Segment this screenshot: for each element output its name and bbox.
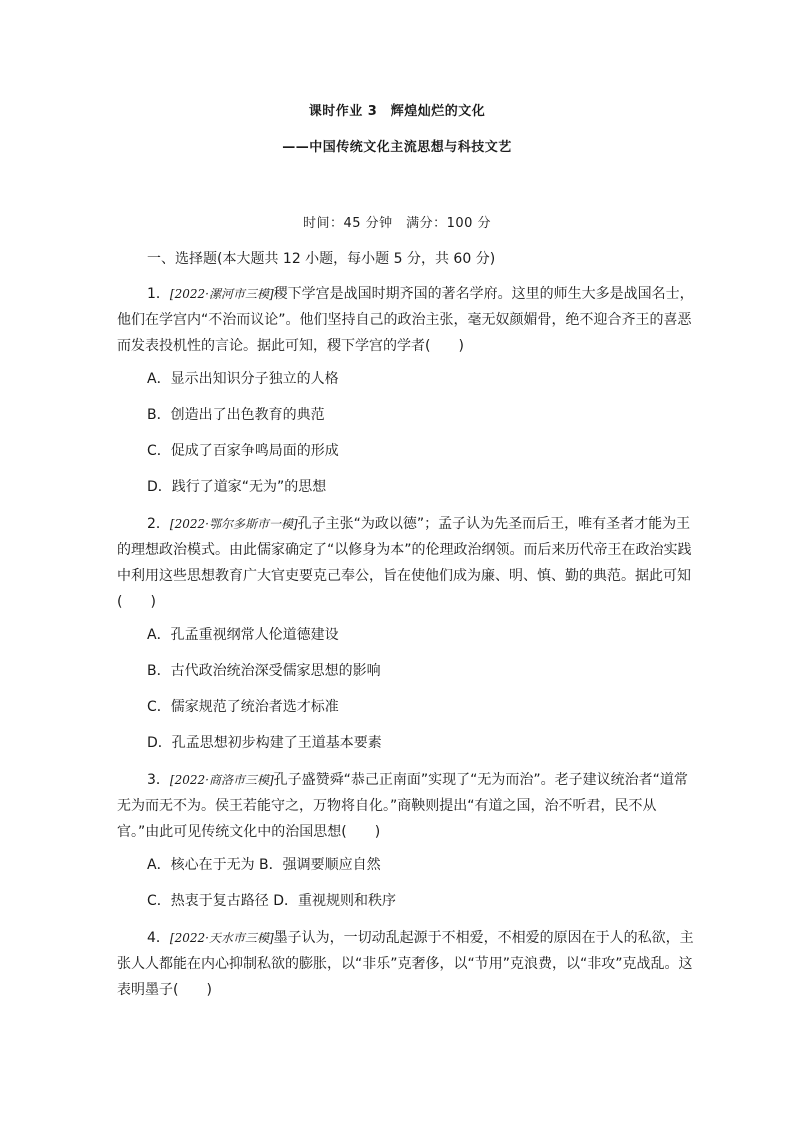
option-1c: C．促成了百家争鸣局面的形成 (147, 443, 339, 459)
question-text: 墨子认为，一切动乱起源于不相爱，不相爱的原因在于人的私欲，主张人人都能在内心抑制私欲的膨胀，以“非乐”克奢侈，以“节用”克浪费，以“非攻”克战乱。这表明墨子( ) (117, 930, 694, 998)
option-1d: D．践行了道家“无为”的思想 (147, 479, 327, 495)
option-1b: B．创造出了出色教育的典范 (147, 407, 325, 423)
question-text: 稷下学宫是战国时期齐国的著名学府。这里的师生大多是战国名士，他们在学宫内“不治而议论”。他们坚持自己的政治主张，毫无奴颜媚骨，绝不迎合齐王的喜恶而发表投机性的言论。据此可知，稷下学宫的学者( ) (117, 286, 694, 354)
question-source: [2022·商洛市三模] (169, 773, 274, 787)
question-text: 孔子盛赞舜“恭己正南面”实现了“无为而治”。老子建议统治者“道常无为而无不为。侯王若能守之，万物将自化。”商鞅则提出“有道之国，治不听君，民不从官。”由此可见传统文化中的治国思想( ) (117, 772, 688, 840)
option-3cd: C．热衷于复古路径 D．重视规则和秩序 (147, 893, 397, 909)
question-stem-3 (117, 767, 697, 845)
option-2d: D．孔孟思想初步构建了王道基本要素 (147, 735, 382, 751)
section-heading: 一、选择题(本大题共 12 小题，每小题 5 分，共 60 分) (147, 251, 496, 267)
option-2c: C．儒家规范了统治者选才标准 (147, 699, 339, 715)
question-content (117, 247, 697, 1011)
question-number: 4． (147, 930, 170, 946)
option-1a: A．显示出知识分子独立的人格 (147, 371, 339, 387)
option-3ab: A．核心在于无为 B．强调要顺应自然 (147, 857, 381, 873)
question-number: 1． (147, 286, 170, 302)
page-subtitle: ——中国传统文化主流思想与科技文艺 (282, 140, 512, 155)
time-and-score: 时间：45 分钟 满分：100 分 (302, 216, 492, 231)
question-number: 2． (147, 516, 170, 532)
question-source: [2022·漯河市三模] (169, 287, 274, 301)
question-source: [2022·鄂尔多斯市一模] (169, 517, 298, 531)
option-2a: A．孔孟重视纲常人伦道德建设 (147, 627, 339, 643)
question-stem-4 (117, 925, 697, 1003)
question-text: 孔子主张“为政以德”；孟子认为先圣而后王，唯有圣者才能为王的理想政治模式。由此儒家确定了“以修身为本”的伦理政治纲领。而后来历代帝王在政治实践中利用这些思想教育广大官吏要克己奉公，旨在使他们成为廉、明、慎、勤的典范。据此可知( ) (117, 516, 692, 610)
page-title: 课时作业 3 辉煌灿烂的文化 (308, 104, 486, 119)
question-stem-2 (117, 511, 697, 615)
option-2b: B．古代政治统治深受儒家思想的影响 (147, 663, 381, 679)
question-number: 3． (147, 772, 170, 788)
question-source: [2022·天水市三模] (169, 931, 274, 945)
question-stem-1 (117, 281, 697, 359)
